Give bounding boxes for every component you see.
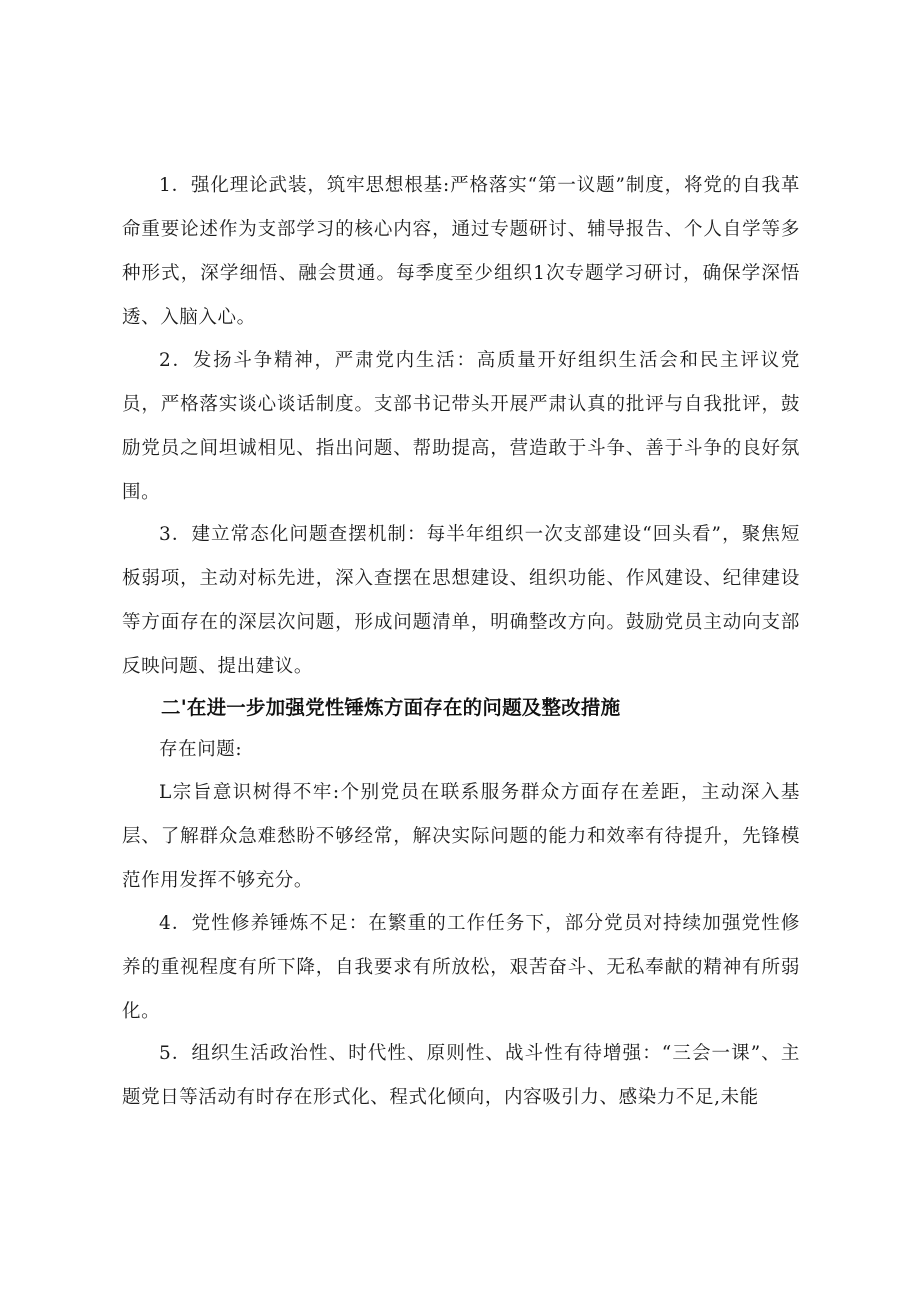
section-heading: 二'在进一步加强党性锤炼方面存在的问题及整改措施 [161,696,621,719]
subheading-existing-problems: 存在问题: [159,739,243,760]
paragraph-theory-arming: 1．强化理论武装，筑牢思想根基:严格落实“第一议题”制度，将党的自我革命重要论述作为支部学习的核心内容，通过专题研讨、辅导报告、个人自学等多种形式，深学细悟、融会贯通。每季度至少组织1次专题学习研讨，确保学深悟透、入脑入心。 [122,175,800,328]
paragraph-organization-life: 5．组织生活政治性、时代性、原则性、战斗性有待增强：“三会一课”、主题党日等活动有时存在形式化、程式化倾向，内容吸引力、感染力不足,未能 [122,1043,800,1108]
paragraph-party-cultivation: 4．党性修养锤炼不足：在繁重的工作任务下，部分党员对持续加强党性修养的重视程度有所下降，自我要求有所放松，艰苦奋斗、无私奉献的精神有所弱化。 [122,913,800,1022]
paragraph-party-life: 2．发扬斗争精神，严肃党内生活：高质量开好组织生活会和民主评议党员，严格落实谈心谈话制度。支部书记带头开展严肃认真的批评与自我批评，鼓励党员之间坦诚相见、指出问题、帮助提高，营造敢于斗争、善于斗争的良好氛围。 [122,350,800,503]
paragraph-problem-review-mechanism: 3．建立常态化问题查摆机制：每半年组织一次支部建设“回头看”，聚焦短板弱项，主动对标先进，深入查摆在思想建设、组织功能、作风建设、纪律建设等方面存在的深层次问题，形成问题清单，明确整改方向。鼓励党员主动向支部反映问题、提出建议。 [122,524,800,677]
paragraph-purpose-awareness: L宗旨意识树得不牢:个别党员在联系服务群众方面存在差距，主动深入基层、了解群众急难愁盼不够经常，解决实际问题的能力和效率有待提升，先锋模范作用发挥不够充分。 [122,782,800,891]
